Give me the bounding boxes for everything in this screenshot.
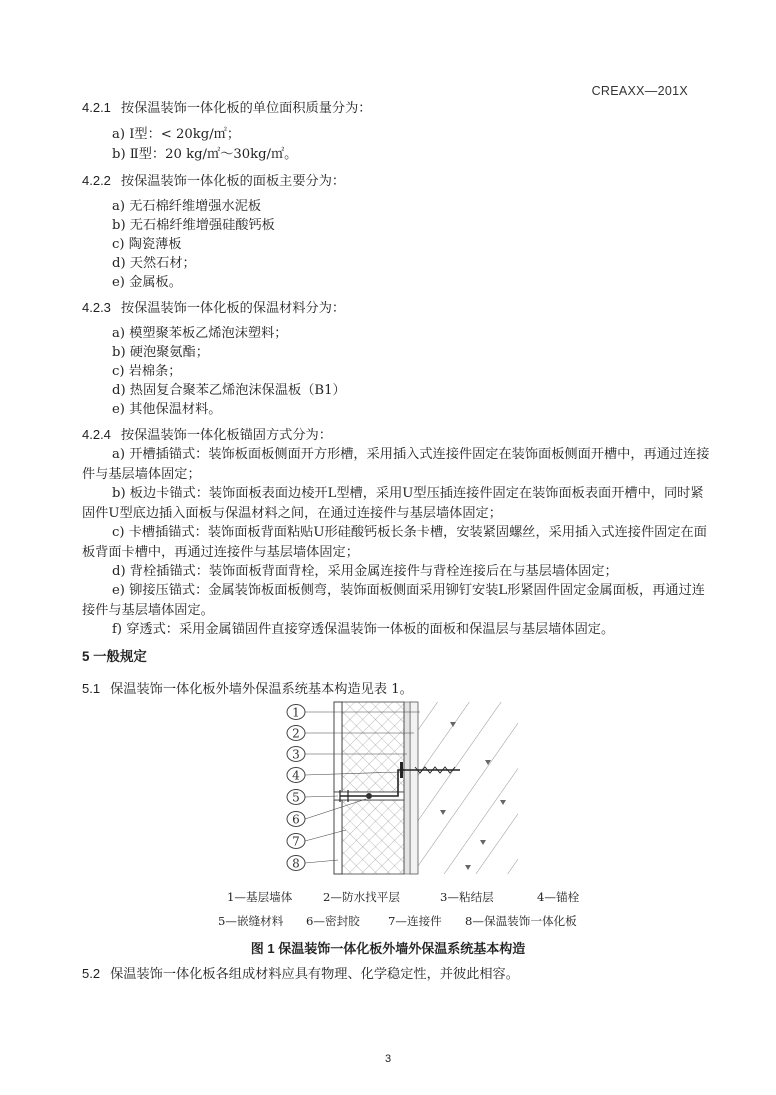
clause-4-2-3: [82, 298, 345, 318]
svg-text:8: 8: [292, 856, 300, 871]
legend-item: 6—密封胶: [306, 914, 360, 928]
page-number: 3: [384, 1053, 392, 1065]
face-panel-lower: [334, 800, 342, 874]
clause-text: 按保温装饰一体化板的保温材料分为：: [120, 301, 346, 316]
leveling-layer: [410, 702, 418, 874]
figure-caption: 图 1 保温装饰一体化板外墙外保温系统基本构造: [250, 941, 526, 956]
construction-diagram: [280, 700, 520, 876]
svg-text:4: 4: [292, 768, 300, 783]
svg-text:2: 2: [292, 726, 300, 741]
paragraph: a) 开槽插锚式：装饰板面板侧面开方形槽，采用插入式连接件固定在装饰面板侧面开槽中，再通过连接件与基层墙体固定；: [82, 447, 710, 482]
callout-8: [287, 856, 338, 871]
clause-text: 保温装饰一体化板外墙外保温系统基本构造见表 1。: [110, 682, 413, 697]
clause-5-2: [82, 964, 519, 984]
svg-text:7: 7: [292, 834, 300, 849]
clause-number: 5.1: [82, 681, 101, 696]
standard-code: CREAXX—201X: [591, 84, 688, 98]
list-item: e) 其他保温材料。: [112, 402, 222, 417]
list-item: e) 金属板。: [112, 275, 182, 290]
legend-item: 5—嵌缝材料: [218, 914, 284, 928]
clause-text: 按保温装饰一体化板的单位面积质量分为：: [120, 101, 372, 116]
legend-item: 3—粘结层: [440, 890, 494, 904]
paragraph: d) 背栓插锚式：装饰面板背面背栓，采用金属连接件与背栓连接后在与基层墙体固定；: [112, 564, 618, 579]
svg-text:6: 6: [292, 812, 300, 827]
callout-5: [287, 790, 338, 805]
adhesive-layer: [404, 702, 410, 874]
list-item: b) 硬泡聚氨酯；: [112, 345, 209, 360]
clause-text: 保温装饰一体化板各组成材料应具有物理、化学稳定性，并彼此相容。: [110, 967, 519, 982]
clause-number: 4.2.4: [82, 427, 111, 442]
paragraph: e) 铆接压锚式：金属装饰板面板侧弯，装饰面板侧面采用铆钉安装L形紧固件固定金属面板，再通过连接件与基层墙体固定。: [82, 583, 705, 618]
legend-item: 1—基层墙体: [227, 890, 293, 904]
clause-number: 4.2.3: [82, 300, 111, 315]
svg-text:5: 5: [292, 790, 300, 805]
legend-item: 2—防水找平层: [323, 890, 400, 904]
clause-5-1: [82, 679, 413, 699]
base-wall: [418, 702, 518, 874]
list-item: a) 模塑聚苯板乙烯泡沫塑料；: [112, 326, 288, 341]
list-item: b) Ⅱ型：20 kg/㎡～30kg/㎡。: [112, 147, 298, 162]
sealant: [366, 793, 372, 799]
clause-number: 4.2.1: [82, 100, 111, 115]
list-item: c) 陶瓷薄板: [112, 237, 182, 252]
list-item: d) 天然石材；: [112, 256, 196, 271]
clause-4-2-1: [82, 98, 371, 118]
clause-number: 5.2: [82, 966, 101, 981]
list-item: d) 热固复合聚苯乙烯泡沫保温板（B1）: [112, 383, 346, 398]
legend-item: 4—锚栓: [537, 890, 580, 904]
clause-number: 4.2.2: [82, 173, 111, 188]
face-panel-upper: [334, 702, 342, 792]
list-item: a) Ⅰ型：< 20kg/㎡；: [112, 127, 241, 142]
list-item: a) 无石棉纤维增强水泥板: [112, 199, 262, 214]
clause-4-2-4: [82, 425, 332, 445]
list-item: c) 岩棉条；: [112, 364, 182, 379]
legend-item: 8—保温装饰一体化板: [465, 914, 577, 928]
svg-text:3: 3: [292, 747, 300, 762]
list-item: b) 无石棉纤维增强硅酸钙板: [112, 218, 275, 233]
clause-4-2-2: [82, 171, 345, 191]
legend-item: 7—连接件: [388, 914, 442, 928]
svg-text:1: 1: [292, 705, 300, 720]
insulation-upper: [342, 702, 404, 792]
paragraph: b) 板边卡锚式：装饰面板表面边棱开L型槽，采用U型压插连接件固定在装饰面板表面开槽中，同时紧固件U型底边插入面板与保温材料之间，在通过连接件与基层墙体固定；: [82, 486, 704, 521]
paragraph: f) 穿透式：采用金属锚固件直接穿透保温装饰一体板的面板和保温层与基层墙体固定。: [112, 622, 615, 637]
clause-text: 按保温装饰一体化板的面板主要分为：: [120, 174, 346, 189]
paragraph: c) 卡槽插锚式：装饰面板背面粘贴U形硅酸钙板长条卡槽，安装紧固螺丝，采用插入式连接件固定在面板背面卡槽中，再通过连接件与基层墙体固定；: [82, 525, 707, 560]
insulation-lower: [342, 800, 404, 874]
chapter-heading: 5 一般规定: [82, 649, 147, 664]
clause-text: 按保温装饰一体化板锚固方式分为：: [120, 428, 332, 443]
